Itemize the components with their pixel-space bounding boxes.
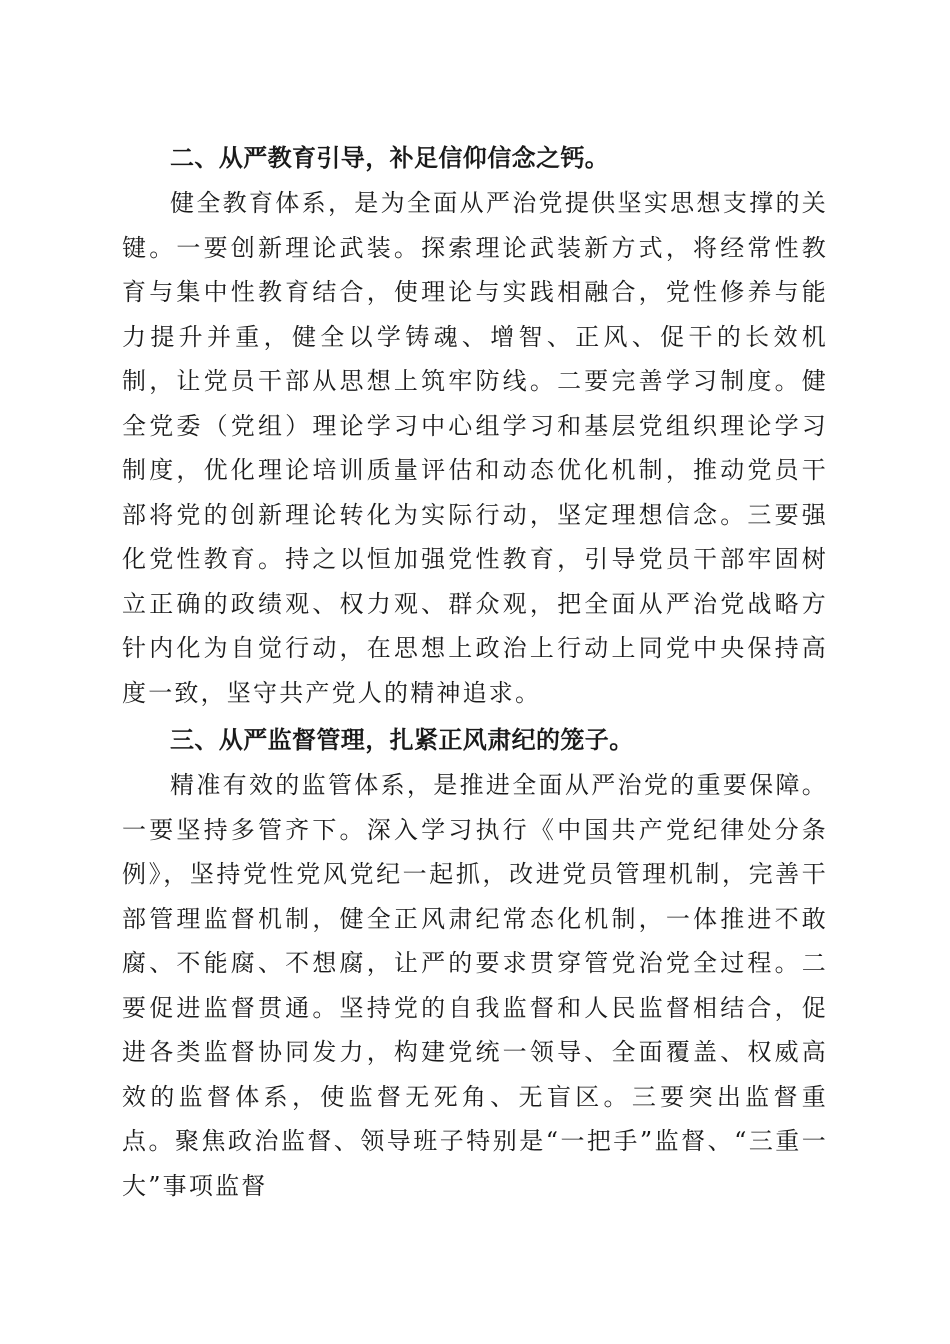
section-paragraph-supervision: 精准有效的监管体系，是推进全面从严治党的重要保障。一要坚持多管齐下。深入学习执行《中国共产党纪律处分条例》，坚持党性党风党纪一起抓，改进党员管理机制，完善干部管理监督机制，健全正风肃纪常态化机制，一体推进不敢腐、不能腐、不想腐，让严的要求贯穿管党治党全过程。二要促进监督贯通。坚持党的自我监督和人民监督相结合，促进各类监督协同发力，构建党统一领导、全面覆盖、权威高效的监督体系，使监督无死角、无盲区。三要突出监督重点。聚焦政治监督、领导班子特别是“一把手”监督、“三重一大”事项监督 <box>122 771 828 1200</box>
section-heading-education: 二、从严教育引导，补足信仰信念之钙。 <box>170 144 610 172</box>
section-heading-supervision: 三、从严监督管理，扎紧正风肃纪的笼子。 <box>170 726 634 754</box>
section-paragraph-education: 健全教育体系，是为全面从严治党提供坚实思想支撑的关键。一要创新理论武装。探索理论武装新方式，将经常性教育与集中性教育结合，使理论与实践相融合，党性修养与能力提升并重，健全以学铸魂、增智、正风、促干的长效机制，让党员干部从思想上筑牢防线。二要完善学习制度。健全党委（党组）理论学习中心组学习和基层党组织理论学习制度，优化理论培训质量评估和动态优化机制，推动党员干部将党的创新理论转化为实际行动，坚定理想信念。三要强化党性教育。持之以恒加强党性教育，引导党员干部牢固树立正确的政绩观、权力观、群众观，把全面从严治党战略方针内化为自觉行动，在思想上政治上行动上同党中央保持高度一致，坚守共产党人的精神追求。 <box>122 189 828 707</box>
document-body <box>122 137 828 1208</box>
